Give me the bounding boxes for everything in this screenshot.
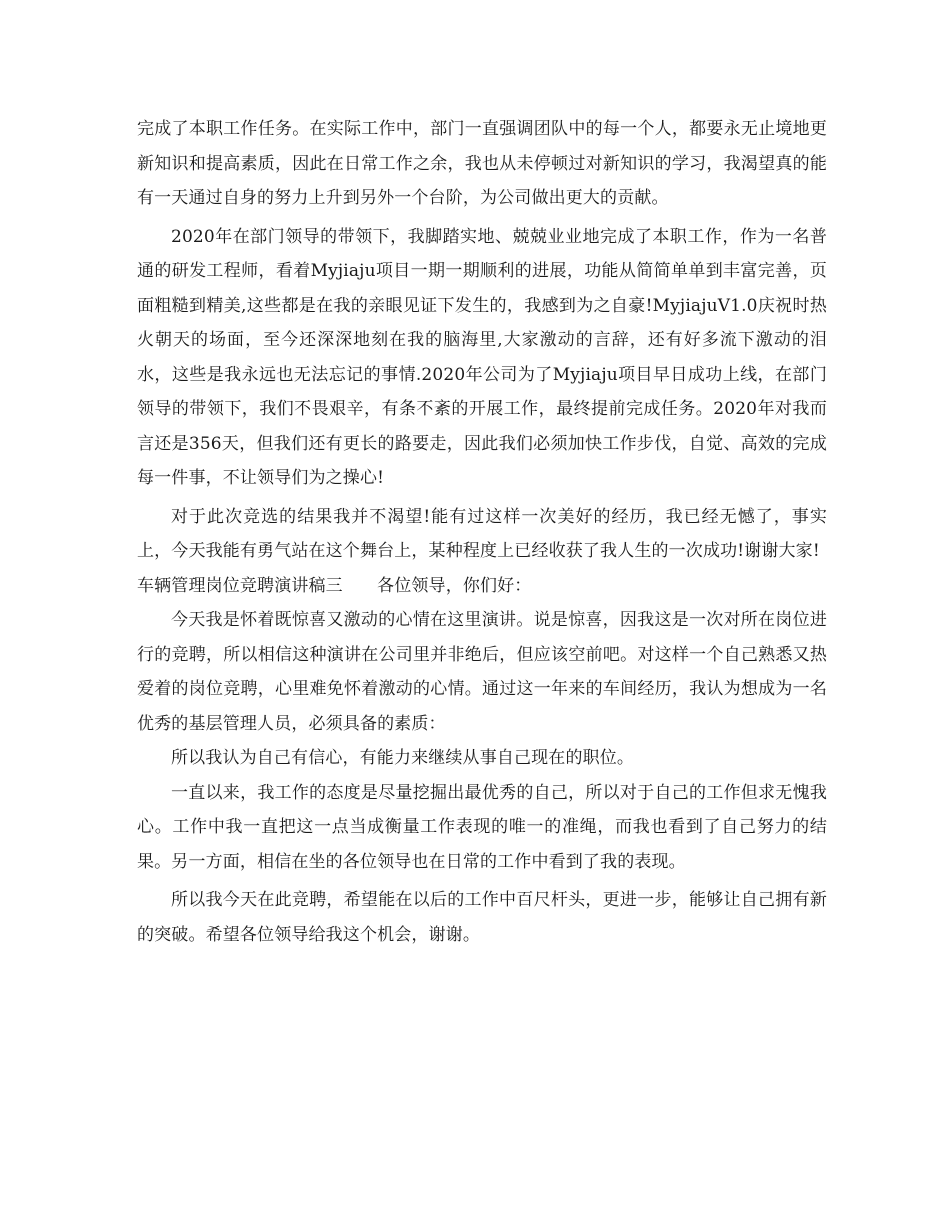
paragraph-election-result: 对于此次竞选的结果我并不渴望!能有过这样一次美好的经历，我已经无憾了，事实上，今天我能有勇气站在这个舞台上，某种程度上已经收获了我人生的一次成功!谢谢大家! <box>137 506 827 561</box>
document-body <box>137 112 827 952</box>
paragraph-speech-intro: 今天我是怀着既惊喜又激动的心情在这里演讲。说是惊喜，因我这是一次对所在岗位进行的竞聘，所以相信这种演讲在公司里并非绝后，但应该空前吧。对这样一个自己熟悉又热爱着的岗位竞聘，心里难免怀着激动的心情。通过这一年来的车间经历，我认为想成为一名优秀的基层管理人员，必须具备的素质： <box>137 610 827 734</box>
paragraph-2020-work-summary: 2020年在部门领导的带领下，我脚踏实地、兢兢业业地完成了本职工作，作为一名普通的研发工程师，看着Myjiaju项目一期一期顺利的进展，功能从简简单单到丰富完善，页面粗糙到精美,这些都是在我的亲眼见证下发生的，我感到为之自豪!MyjiajuV1.0庆祝时热火朝天的场面，至今还深深地刻在我的脑海里,大家激动的言辞，还有好多流下激动的泪水，这些是我永远也无法忘记的事情.2020年公司为了Myjiaju项目早日成功上线，在部门领导的带领下，我们不畏艰辛，有条不紊的开展工作，最终提前完成任务。2020年对我而言还是356天，但我们还有更长的路要走，因此我们必须加快工作步伐，自觉、高效的完成每一件事，不让领导们为之操心! <box>137 226 827 488</box>
paragraph-closing: 所以我今天在此竞聘，希望能在以后的工作中百尺杆头，更进一步，能够让自己拥有新的突破。希望各位领导给我这个机会，谢谢。 <box>137 890 827 945</box>
paragraph-continuation: 完成了本职工作任务。在实际工作中，部门一直强调团队中的每一个人，都要永无止境地更新知识和提高素质，因此在日常工作之余，我也从未停顿过对新知识的学习，我渴望真的能有一天通过自身的努力上升到另外一个台阶，为公司做出更大的贡献。 <box>137 119 827 208</box>
paragraph-work-attitude: 一直以来，我工作的态度是尽量挖掘出最优秀的自己，所以对于自己的工作但求无愧我心。工作中我一直把这一点当成衡量工作表现的唯一的准绳，而我也看到了自己努力的结果。另一方面，相信在坐的各位领导也在日常的工作中看到了我的表现。 <box>137 782 827 872</box>
paragraph-confidence: 所以我认为自己有信心，有能力来继续从事自己现在的职位。 <box>171 748 635 768</box>
section-heading-speech-three: 车辆管理岗位竞聘演讲稿三 各位领导，你们好： <box>137 575 532 596</box>
